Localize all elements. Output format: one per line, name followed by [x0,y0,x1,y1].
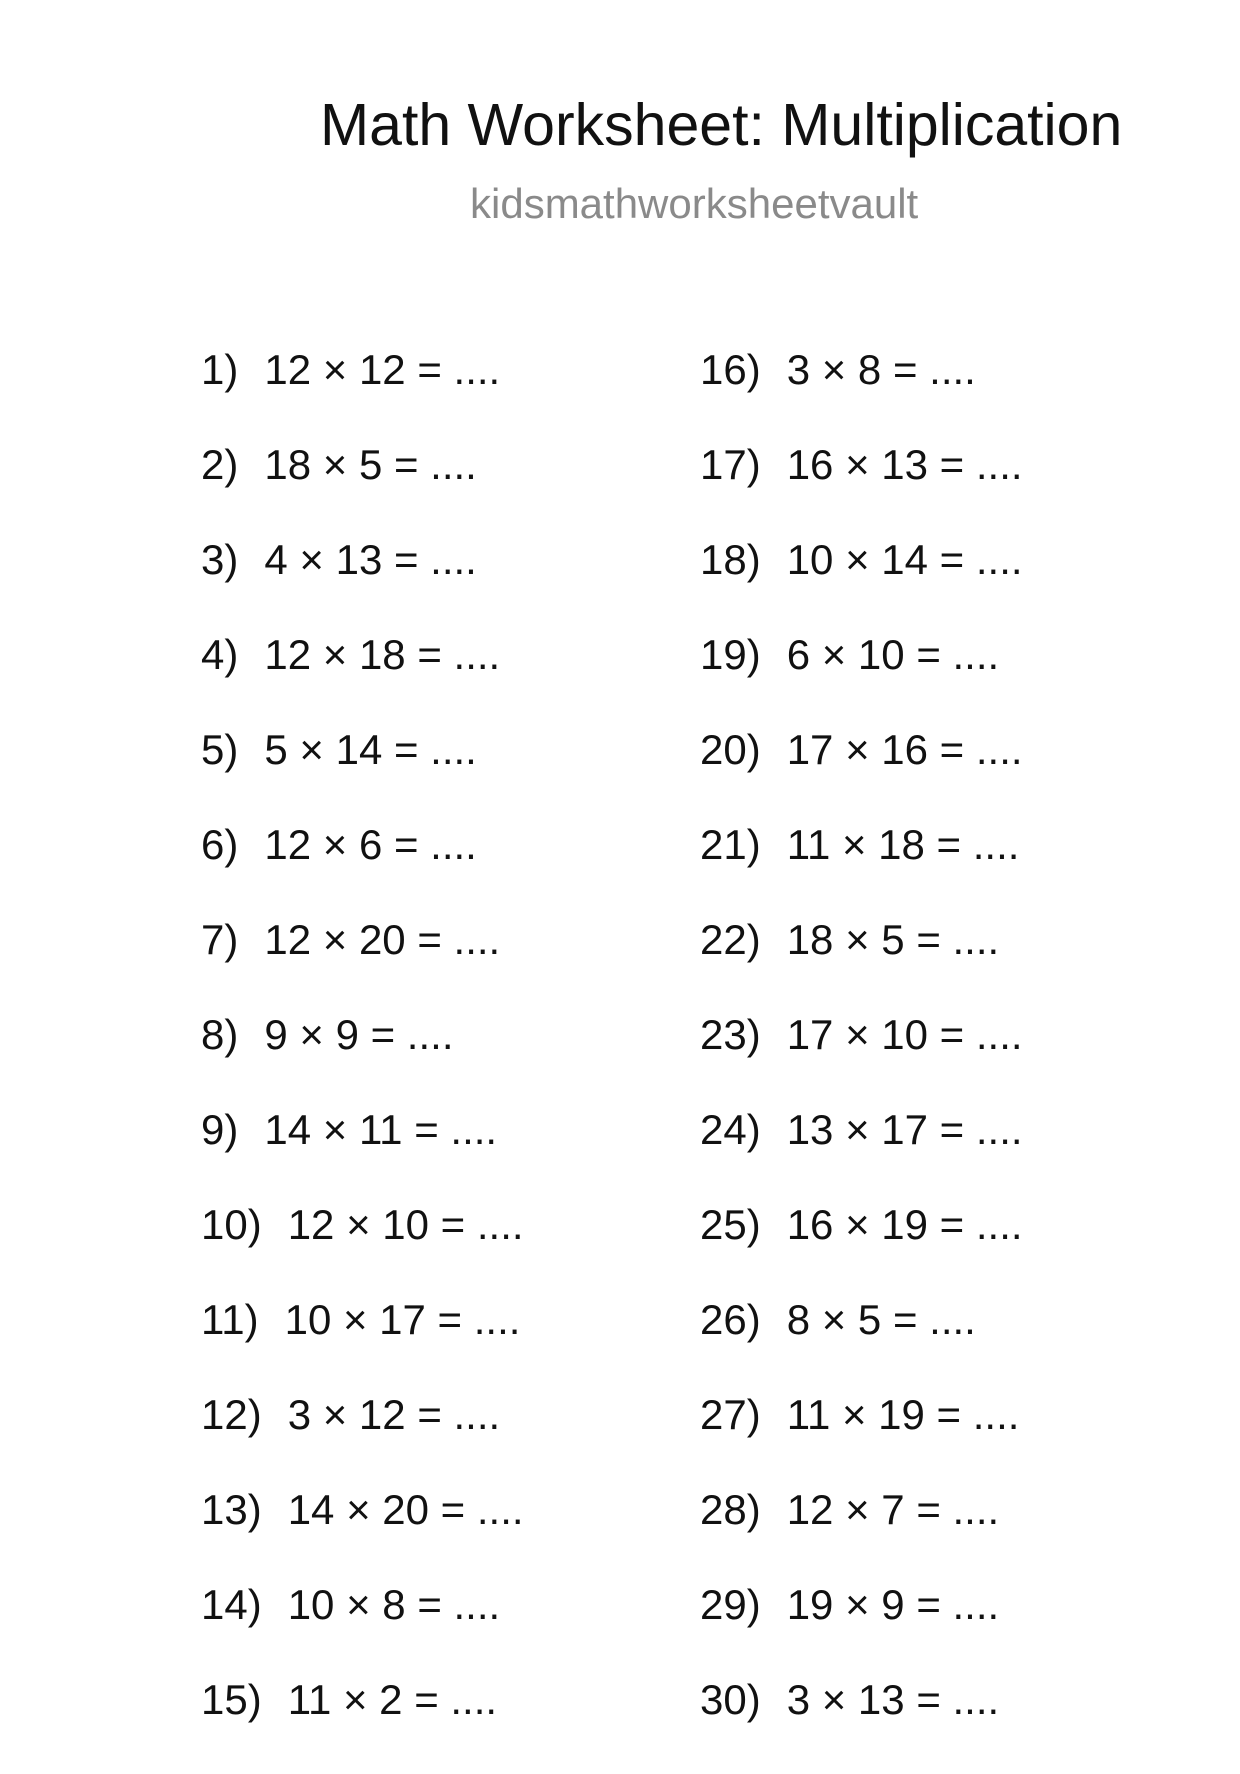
problem-number: 21) [700,821,761,868]
problem-number: 23) [700,1011,761,1058]
problem-expression: 14 × 11 = .... [264,1106,498,1153]
problem-number: 2) [201,441,239,488]
problem-number: 12) [201,1391,262,1438]
problem-number: 17) [700,441,761,488]
problem-expression: 12 × 20 = .... [264,916,501,963]
problem-number: 20) [700,726,761,773]
problem-expression: 12 × 10 = .... [287,1201,524,1248]
problem-expression: 18 × 5 = .... [786,916,1000,963]
problem-expression: 19 × 9 = .... [786,1581,1000,1628]
problem-item [201,536,524,634]
problem-expression: 12 × 18 = .... [264,631,501,678]
problem-expression: 3 × 12 = .... [287,1391,501,1438]
problem-number: 1) [201,346,239,393]
problem-number: 7) [201,916,239,963]
problem-item [700,916,1023,1014]
problem-item [201,1581,524,1679]
problem-item [201,631,524,729]
problem-number: 28) [700,1486,761,1533]
problem-number: 25) [700,1201,761,1248]
problem-item [700,1581,1023,1679]
problem-expression: 14 × 20 = .... [287,1486,524,1533]
problem-number: 24) [700,1106,761,1153]
problem-number: 30) [700,1676,761,1723]
problem-number: 18) [700,536,761,583]
problem-expression: 5 × 14 = .... [264,726,477,773]
problem-item [201,346,524,444]
problem-number: 3) [201,536,239,583]
problem-expression: 18 × 5 = .... [264,441,477,488]
problem-number: 4) [201,631,239,678]
problem-expression: 12 × 6 = .... [264,821,477,868]
problem-item [201,726,524,824]
problem-item [201,821,524,919]
problem-number: 6) [201,821,239,868]
problem-item [700,726,1023,824]
problem-number: 16) [700,346,761,393]
page-subtitle: kidsmathworksheetvault [470,180,919,227]
problem-expression: 9 × 9 = .... [264,1011,454,1058]
problem-expression: 4 × 13 = .... [264,536,477,583]
problem-expression: 11 × 19 = .... [786,1391,1020,1438]
problem-item [201,441,524,539]
problem-item [201,1676,524,1774]
problem-item [201,1296,524,1394]
problem-expression: 12 × 12 = .... [264,346,501,393]
problem-item [201,916,524,1014]
problem-expression: 16 × 13 = .... [786,441,1023,488]
problem-number: 26) [700,1296,761,1343]
problem-item [700,441,1023,539]
problem-number: 5) [201,726,239,773]
problem-number: 29) [700,1581,761,1628]
problem-number: 15) [201,1676,262,1723]
problem-expression: 17 × 10 = .... [786,1011,1023,1058]
problem-item [700,346,1023,444]
problem-expression: 10 × 8 = .... [287,1581,501,1628]
page-title: Math Worksheet: Multiplication [320,92,1123,158]
problem-item [700,1676,1023,1774]
problem-expression: 11 × 18 = .... [786,821,1020,868]
problem-number: 10) [201,1201,262,1248]
problem-expression: 17 × 16 = .... [786,726,1023,773]
problem-item [201,1106,524,1204]
problem-item [700,1296,1023,1394]
problem-expression: 11 × 2 = .... [287,1676,498,1723]
problem-number: 19) [700,631,761,678]
problem-number: 9) [201,1106,239,1153]
problem-item [700,1201,1023,1299]
problem-item [201,1391,524,1489]
problem-number: 8) [201,1011,239,1058]
problem-item [700,1486,1023,1584]
problem-item [201,1011,524,1109]
problems-right-column [700,346,1023,1774]
problems-left-column [201,346,524,1774]
problem-item [700,821,1023,919]
problem-expression: 3 × 13 = .... [786,1676,1000,1723]
problem-number: 14) [201,1581,262,1628]
problem-item [700,1106,1023,1204]
problem-expression: 16 × 19 = .... [786,1201,1023,1248]
problem-item [700,536,1023,634]
problem-expression: 6 × 10 = .... [786,631,1000,678]
problem-expression: 10 × 14 = .... [786,536,1023,583]
problem-item [201,1486,524,1584]
problem-item [700,631,1023,729]
problem-expression: 8 × 5 = .... [786,1296,976,1343]
problem-expression: 10 × 17 = .... [284,1296,521,1343]
problem-item [201,1201,524,1299]
problem-expression: 3 × 8 = .... [786,346,976,393]
problem-expression: 12 × 7 = .... [786,1486,1000,1533]
problem-number: 11) [201,1296,259,1343]
problem-number: 27) [700,1391,761,1438]
problem-item [700,1011,1023,1109]
problem-item [700,1391,1023,1489]
problem-number: 13) [201,1486,262,1533]
problem-expression: 13 × 17 = .... [786,1106,1023,1153]
problem-number: 22) [700,916,761,963]
